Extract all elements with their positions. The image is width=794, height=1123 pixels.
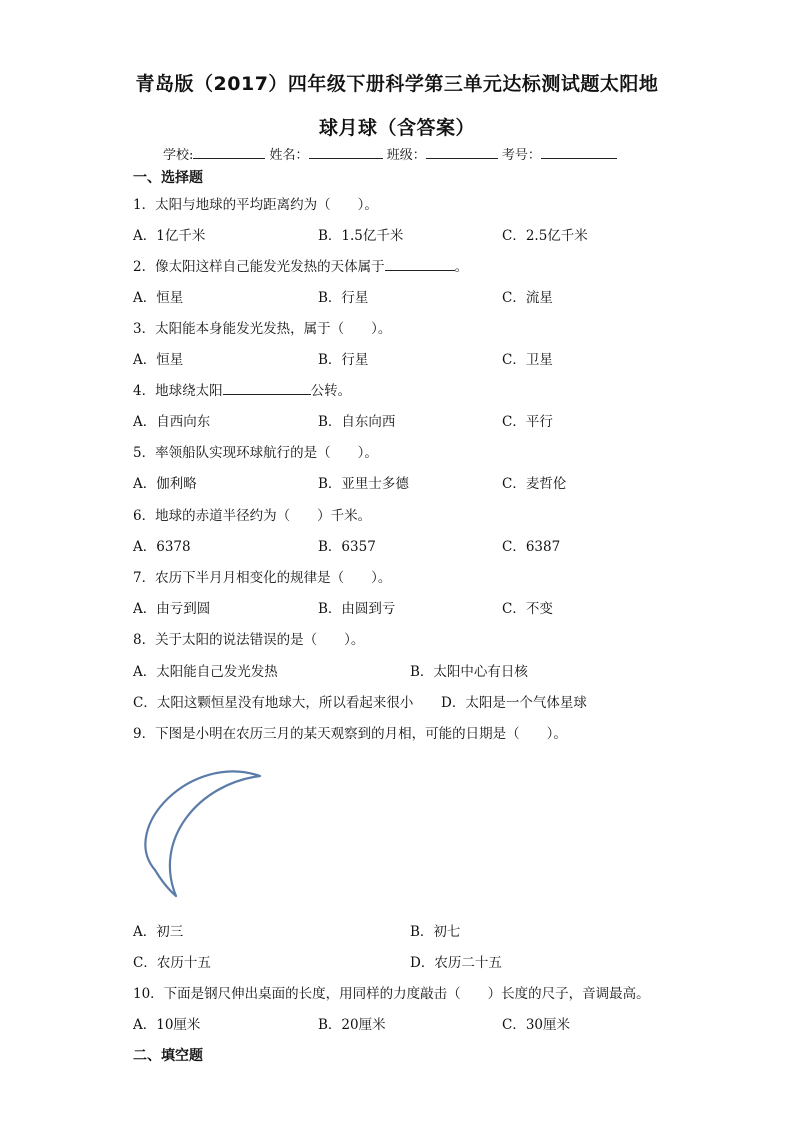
option-5a: A．伽利略 bbox=[133, 476, 197, 492]
question-3: 3．太阳能本身能发光发热，属于（ ）。 bbox=[133, 321, 392, 337]
exam-number-blank[interactable] bbox=[541, 146, 617, 159]
option-3b: B．行星 bbox=[318, 352, 369, 368]
option-10a: A．10厘米 bbox=[133, 1017, 201, 1033]
option-6c: C．6387 bbox=[502, 539, 561, 555]
school-blank[interactable] bbox=[193, 146, 265, 159]
question-2-text: 2．像太阳这样自己能发光发热的天体属于 bbox=[133, 259, 385, 275]
class-label: 班级： bbox=[386, 148, 426, 163]
option-8b: B．太阳中心有日核 bbox=[410, 664, 528, 680]
option-8c: C．太阳这颗恒星没有地球大，所以看起来很小 bbox=[133, 695, 414, 711]
option-10c: C．30厘米 bbox=[502, 1017, 571, 1033]
question-7: 7．农历下半月月相变化的规律是（ ）。 bbox=[133, 570, 392, 586]
name-label: 姓名： bbox=[269, 148, 309, 163]
crescent-moon-figure bbox=[143, 770, 268, 900]
option-5b: B．亚里士多德 bbox=[318, 476, 409, 492]
option-7a: A．由亏到圆 bbox=[133, 601, 211, 617]
option-9c: C．农历十五 bbox=[133, 955, 211, 971]
option-2a: A．恒星 bbox=[133, 290, 184, 306]
option-9b: B．初七 bbox=[410, 924, 461, 940]
question-10: 10．下面是钢尺伸出桌面的长度，用同样的力度敲击（ ）长度的尺子，音调最高。 bbox=[133, 986, 650, 1002]
question-2 bbox=[133, 255, 468, 275]
name-blank[interactable] bbox=[309, 146, 383, 159]
option-7b: B．由圆到亏 bbox=[318, 601, 396, 617]
question-2-end: 。 bbox=[454, 259, 469, 275]
option-9a: A．初三 bbox=[133, 924, 184, 940]
option-8d: D．太阳是一个气体星球 bbox=[441, 695, 587, 711]
question-2-blank[interactable] bbox=[385, 258, 455, 271]
question-8: 8．关于太阳的说法错误的是（ ）。 bbox=[133, 632, 365, 648]
option-2c: C．流星 bbox=[502, 290, 553, 306]
option-6a: A．6378 bbox=[133, 539, 191, 555]
page-title-line-1: 青岛版（2017）四年级下册科学第三单元达标测试题太阳地 bbox=[135, 73, 659, 95]
option-8a: A．太阳能自己发光发热 bbox=[133, 664, 278, 680]
option-3a: A．恒星 bbox=[133, 352, 184, 368]
option-4a: A．自西向东 bbox=[133, 414, 211, 430]
option-2b: B．行星 bbox=[318, 290, 369, 306]
question-4-blank[interactable] bbox=[223, 382, 311, 395]
option-1c: C．2.5亿千米 bbox=[502, 228, 588, 244]
option-4b: B．自东向西 bbox=[318, 414, 396, 430]
section-heading-choice: 一、选择题 bbox=[133, 170, 203, 186]
option-7c: C．不变 bbox=[502, 601, 553, 617]
question-4-text: 4．地球绕太阳 bbox=[133, 383, 223, 399]
option-10b: B．20厘米 bbox=[318, 1017, 386, 1033]
question-4 bbox=[133, 379, 351, 399]
option-5c: C．麦哲伦 bbox=[502, 476, 567, 492]
option-3c: C．卫星 bbox=[502, 352, 553, 368]
section-heading-fill: 二、填空题 bbox=[133, 1048, 203, 1064]
page-title-line-2: 球月球（含答案） bbox=[318, 117, 475, 139]
exam-number-label: 考号： bbox=[501, 148, 541, 163]
school-label: 学校: bbox=[163, 148, 194, 163]
class-blank[interactable] bbox=[426, 146, 498, 159]
question-9: 9．下图是小明在农历三月的某天观察到的月相，可能的日期是（ ）。 bbox=[133, 726, 567, 742]
question-5: 5．率领船队实现环球航行的是（ ）。 bbox=[133, 445, 378, 461]
option-6b: B．6357 bbox=[318, 539, 376, 555]
question-1: 1．太阳与地球的平均距离约为（ ）。 bbox=[133, 197, 378, 213]
option-1b: B．1.5亿千米 bbox=[318, 228, 404, 244]
option-4c: C．平行 bbox=[502, 414, 553, 430]
option-1a: A．1亿千米 bbox=[133, 228, 206, 244]
student-info-row bbox=[163, 144, 617, 163]
question-6: 6．地球的赤道半径约为（ ）千米。 bbox=[133, 508, 372, 524]
option-9d: D．农历二十五 bbox=[410, 955, 502, 971]
question-4-end: 公转。 bbox=[310, 383, 352, 399]
